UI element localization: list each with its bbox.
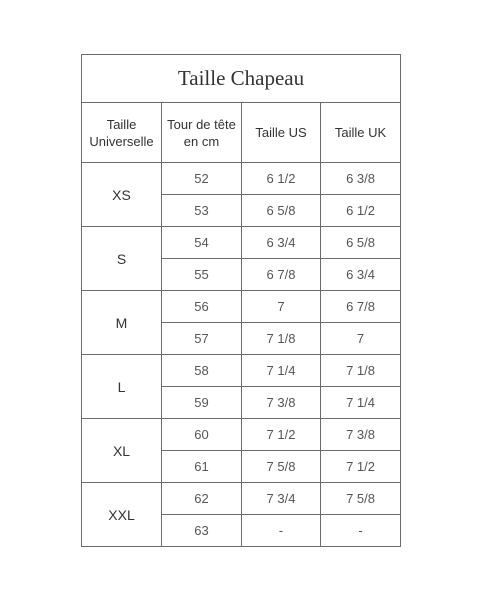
header-uk-size: Taille UK — [321, 103, 401, 163]
head-circumference-cell: 56 — [162, 291, 242, 323]
us-size-cell: 6 1/2 — [242, 163, 321, 195]
head-circumference-cell: 55 — [162, 259, 242, 291]
uk-size-cell: 6 3/4 — [321, 259, 401, 291]
table-row — [82, 355, 401, 387]
uk-size-cell: 7 1/4 — [321, 387, 401, 419]
uk-size-cell: 7 3/8 — [321, 419, 401, 451]
header-tour-line-1: Tour de tête — [167, 116, 236, 132]
head-circumference-cell: 60 — [162, 419, 242, 451]
us-size-cell: 7 1/4 — [242, 355, 321, 387]
universal-size-cell: L — [82, 355, 162, 419]
head-circumference-cell: 61 — [162, 451, 242, 483]
table-row — [82, 291, 401, 323]
us-size-cell: 6 5/8 — [242, 195, 321, 227]
us-size-cell: 6 7/8 — [242, 259, 321, 291]
table-row — [82, 419, 401, 451]
table-row — [82, 163, 401, 195]
uk-size-cell: 7 5/8 — [321, 483, 401, 515]
us-size-cell: 7 — [242, 291, 321, 323]
uk-size-cell: 6 3/8 — [321, 163, 401, 195]
us-size-cell: 6 3/4 — [242, 227, 321, 259]
uk-size-cell: 6 5/8 — [321, 227, 401, 259]
uk-size-cell: 6 1/2 — [321, 195, 401, 227]
header-universal-line-1: Taille — [106, 116, 137, 132]
header-universal-line-2: Universelle — [89, 133, 154, 149]
table-body — [82, 163, 401, 547]
head-circumference-cell: 53 — [162, 195, 242, 227]
head-circumference-cell: 59 — [162, 387, 242, 419]
universal-size-cell: XXL — [82, 483, 162, 547]
universal-size-cell: S — [82, 227, 162, 291]
head-circumference-cell: 57 — [162, 323, 242, 355]
us-size-cell: 7 3/8 — [242, 387, 321, 419]
header-us-size: Taille US — [242, 103, 321, 163]
uk-size-cell: 7 1/2 — [321, 451, 401, 483]
uk-size-cell: 6 7/8 — [321, 291, 401, 323]
universal-size-cell: XS — [82, 163, 162, 227]
head-circumference-cell: 58 — [162, 355, 242, 387]
header-universal-size — [82, 103, 162, 163]
head-circumference-cell: 52 — [162, 163, 242, 195]
us-size-cell: 7 5/8 — [242, 451, 321, 483]
us-size-cell: - — [242, 515, 321, 547]
us-size-cell: 7 3/4 — [242, 483, 321, 515]
us-size-cell: 7 1/2 — [242, 419, 321, 451]
uk-size-cell: - — [321, 515, 401, 547]
table-title: Taille Chapeau — [82, 55, 401, 103]
universal-size-cell: XL — [82, 419, 162, 483]
uk-size-cell: 7 — [321, 323, 401, 355]
table-row — [82, 483, 401, 515]
head-circumference-cell: 62 — [162, 483, 242, 515]
table-row — [82, 227, 401, 259]
universal-size-cell: M — [82, 291, 162, 355]
head-circumference-cell: 54 — [162, 227, 242, 259]
head-circumference-cell: 63 — [162, 515, 242, 547]
hat-size-table — [81, 54, 401, 547]
header-tour-line-2: en cm — [183, 133, 220, 149]
uk-size-cell: 7 1/8 — [321, 355, 401, 387]
us-size-cell: 7 1/8 — [242, 323, 321, 355]
header-head-circumference — [162, 103, 242, 163]
